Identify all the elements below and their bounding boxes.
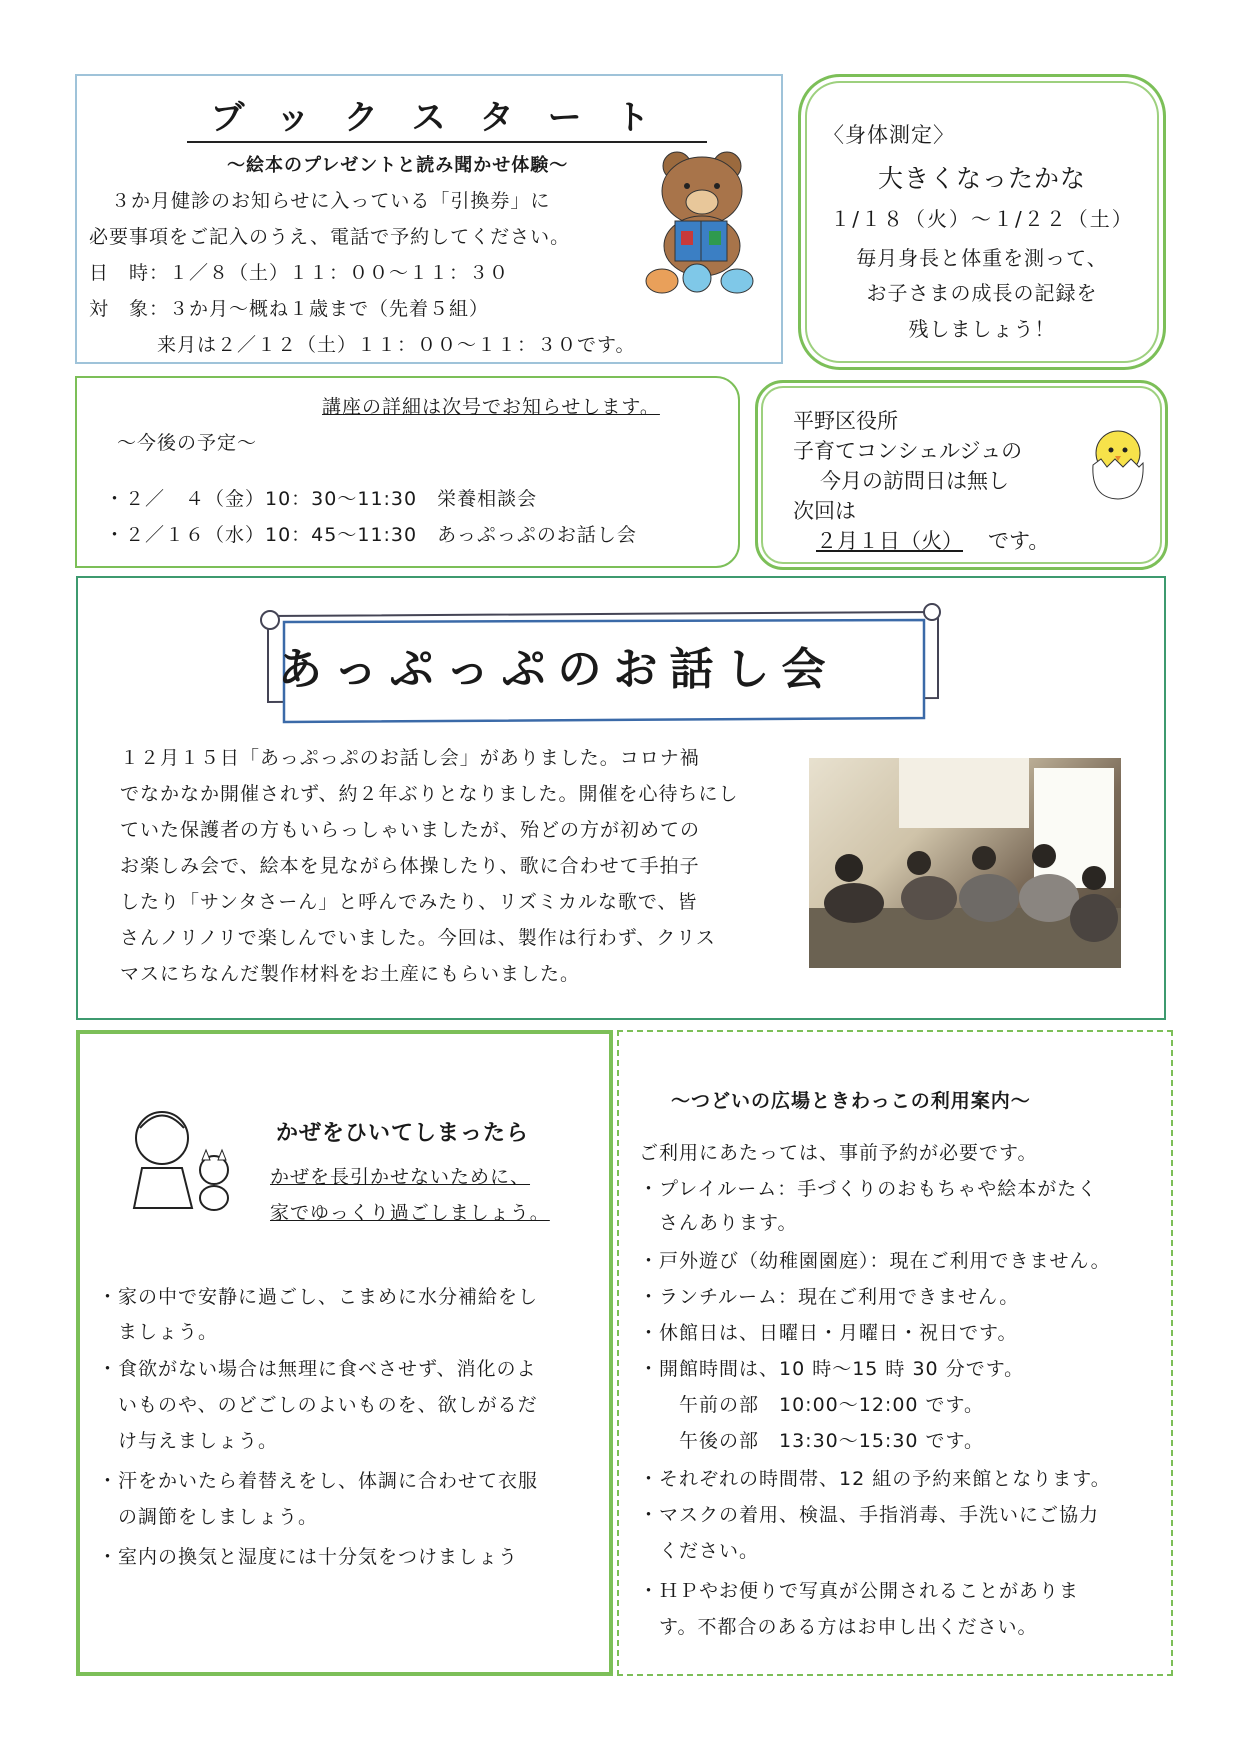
concierge-line: 子育てコンシェルジュの: [793, 439, 1023, 463]
bookstart-line: ３か月健診のお知らせに入っている「引換券」に: [111, 190, 551, 212]
measurement-section: [798, 74, 1166, 370]
bear-reading-book-icon: [637, 146, 767, 296]
schedule-note: 講座の詳細は次号でお知らせします。: [322, 396, 660, 418]
concierge-suffix: です。: [988, 529, 1050, 553]
info-line: 午後の部 13:30～15:30 です。: [639, 1430, 985, 1452]
event-photo: [809, 758, 1121, 968]
story-paragraph-line: したり「サンタさーん」と呼んでみたり、リズミカルな歌で、皆: [120, 891, 698, 913]
info-line: ください。: [639, 1540, 760, 1562]
bookstart-line: 来月は２／１２（土）１１：００～１１：３０です。: [157, 334, 636, 356]
story-section: [76, 576, 1166, 1020]
story-paragraph-line: ていた保護者の方もいらっしゃいましたが、殆どの方が初めての: [120, 819, 701, 841]
concierge-line: 平野区役所: [793, 409, 898, 433]
info-line: ・開館時間は、10 時～15 時 30 分です。: [639, 1358, 1025, 1380]
bookstart-line: 対 象：３か月～概ね１歳まで（先着５組）: [89, 298, 490, 320]
info-line: 午前の部 10:00～12:00 です。: [639, 1394, 985, 1416]
cold-advice-line: ・食欲がない場合は無理に食べさせず、消化のよ: [98, 1358, 537, 1380]
bookstart-title: ブックスタート: [187, 90, 707, 143]
measurement-line: 残しましょう！: [908, 317, 1056, 341]
concierge-line: 次回は: [793, 499, 856, 523]
info-line: ・戸外遊び（幼稚園園庭）：現在ご利用できません。: [639, 1250, 1111, 1272]
info-line: さんあります。: [639, 1212, 798, 1234]
measurement-date: １/１８（火）～１/２２（土）: [830, 207, 1134, 231]
bookstart-line: 必要事項をご記入のうえ、電話で予約してください。: [89, 226, 571, 248]
story-paragraph-line: １２月１５日「あっぷっぷのお話し会」がありました。コロナ禍: [120, 747, 700, 769]
cold-title: かぜをひいてしまったら: [276, 1121, 530, 1146]
cold-subtitle: かぜを長引かせないために、: [270, 1166, 531, 1188]
bookstart-subtitle: ～絵本のプレゼントと読み聞かせ体験～: [227, 155, 569, 176]
bookstart-line: 日 時：１／８（土）１１：００～１１：３０: [89, 262, 510, 284]
info-line: ・それぞれの時間帯、12 組の予約来館となります。: [639, 1468, 1111, 1490]
info-line: ・マスクの着用、検温、手指消毒、手洗いにご協力: [639, 1504, 1100, 1526]
cold-advice-line: け与えましょう。: [98, 1430, 279, 1452]
cold-advice-line: ・家の中で安静に過ごし、こまめに水分補給をし: [98, 1286, 539, 1308]
info-line: ご利用にあたっては、事前予約が必要です。: [639, 1142, 1038, 1164]
cold-advice-line: ・室内の換気と湿度には十分気をつけましょう: [98, 1546, 519, 1568]
info-line: す。不都合のある方はお申し出ください。: [639, 1616, 1038, 1638]
info-line: ・ＨＰやお便りで写真が公開されることがありま: [639, 1580, 1080, 1602]
schedule-item: ・２／１６（水）10：45～11:30 あっぷっぷのお話し会: [105, 524, 637, 546]
concierge-line: 今月の訪問日は無し: [820, 469, 1009, 493]
measurement-heading: 〈身体測定〉: [823, 123, 955, 147]
cold-subtitle: 家でゆっくり過ごしましょう。: [270, 1202, 550, 1224]
measurement-title: 大きくなったかな: [877, 164, 1086, 193]
sneezing-child-with-cat-icon: [122, 1098, 242, 1218]
cold-advice-line: の調節をしましょう。: [98, 1506, 319, 1528]
info-line: ・休館日は、日曜日・月曜日・祝日です。: [639, 1322, 1018, 1344]
story-paragraph-line: お楽しみ会で、絵本を見ながら体操したり、歌に合わせて手拍子: [120, 855, 700, 877]
story-paragraph-line: マスにちなんだ製作材料をお土産にもらいました。: [120, 963, 581, 985]
info-line: ・プレイルーム：手づくりのおもちゃや絵本がたく: [639, 1178, 1098, 1200]
cold-advice-line: ましょう。: [98, 1321, 219, 1343]
cold-advice-line: ・汗をかいたら着替えをし、体調に合わせて衣服: [98, 1470, 539, 1492]
chick-in-egg-icon: [1083, 423, 1153, 503]
story-paragraph-line: でなかなか開催されず、約２年ぶりとなりました。開催を心待ちにし: [120, 783, 739, 805]
measurement-line: お子さまの成長の記録を: [866, 281, 1098, 305]
cold-advice-line: いものや、のどごしのよいものを、欲しがるだ: [98, 1394, 538, 1416]
info-title: ～つどいの広場ときわっこの利用案内～: [671, 1090, 1031, 1112]
schedule-item: ・２／ ４（金）10：30～11:30 栄養相談会: [105, 488, 538, 510]
schedule-section: [75, 376, 740, 568]
measurement-line: 毎月身長と体重を測って、: [856, 246, 1108, 270]
info-line: ・ランチルーム：現在ご利用できません。: [639, 1286, 1020, 1308]
bookstart-section: [75, 74, 783, 364]
concierge-date: ２月１日（火）: [816, 529, 963, 553]
schedule-heading: ～今後の予定～: [117, 432, 258, 454]
usage-info-section: [617, 1030, 1173, 1676]
concierge-section: [755, 380, 1168, 570]
cold-advice-section: [76, 1030, 613, 1676]
story-banner-title: あっぷっぷのお話し会: [278, 644, 838, 695]
story-paragraph-line: さんノリノリで楽しんでいました。今回は、製作は行わず、クリス: [120, 927, 716, 949]
